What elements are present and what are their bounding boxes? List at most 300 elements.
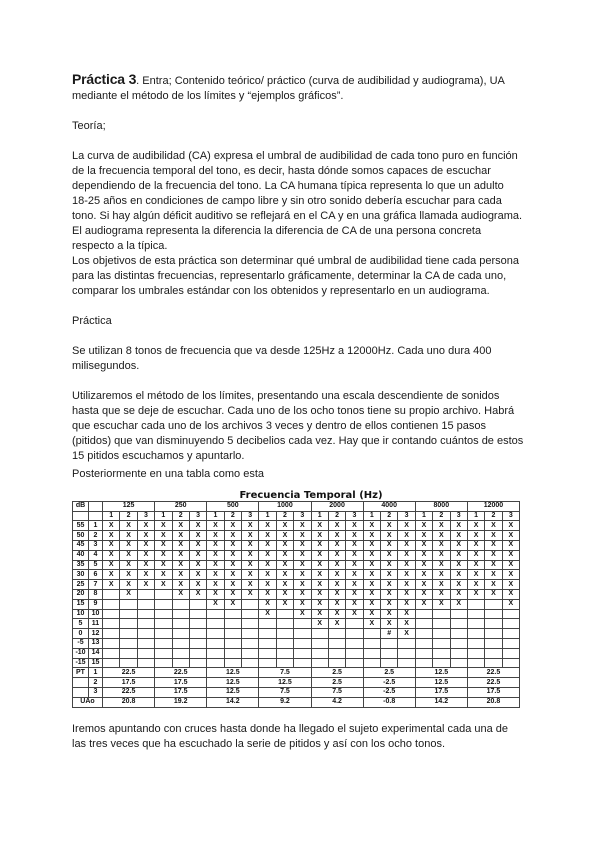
mark-cell: X [398,570,415,580]
mark-cell [415,619,432,629]
mark-cell [467,609,484,619]
mark-cell [242,648,259,658]
mark-cell: X [415,521,432,531]
mark-cell [137,629,154,639]
pt-value: 22.5 [467,668,519,678]
mark-cell: X [207,531,224,541]
db-value: 25 [73,580,89,590]
mark-cell: X [207,580,224,590]
mark-cell: X [346,570,363,580]
mark-cell: X [381,570,398,580]
mark-cell [450,609,467,619]
mark-cell: X [433,589,450,599]
mark-cell: X [276,521,293,531]
mark-cell [207,629,224,639]
mark-cell: X [398,609,415,619]
mark-cell [242,638,259,648]
mark-cell: X [172,531,189,541]
step-number: 15 [89,658,103,668]
mark-cell: X [381,531,398,541]
audiogram-table-figure [72,492,530,712]
pt-value: 17.5 [155,687,207,697]
step-number: 10 [89,609,103,619]
mark-cell: X [485,540,502,550]
ua-label: UAo [73,697,103,707]
mark-cell [155,629,172,639]
mark-cell: X [207,599,224,609]
mark-cell: X [155,550,172,560]
mark-cell: X [398,531,415,541]
mark-cell: X [450,560,467,570]
pt-label [73,687,89,697]
mark-cell [189,619,206,629]
ua-row [73,697,520,707]
mark-cell [294,648,311,658]
audiogram-table [72,492,520,708]
trial-header: 1 [103,511,120,521]
mark-cell [485,609,502,619]
db-value: 20 [73,589,89,599]
mark-cell [398,638,415,648]
mark-cell: X [137,550,154,560]
practice-line: que escuchar cada uno de los archivos 3 veces y dentro de ellos contienen 15 pasos [72,420,486,432]
mark-cell [450,629,467,639]
mark-cell [450,648,467,658]
db-header: dB [73,501,89,511]
mark-cell [502,629,519,639]
theory-line: respecto a la típica. [72,240,168,252]
mark-cell [433,629,450,639]
mark-cell: X [207,589,224,599]
mark-cell: X [276,589,293,599]
mark-cell: X [294,599,311,609]
mark-cell: X [224,599,241,609]
mark-cell [103,619,120,629]
mark-cell: X [276,560,293,570]
mark-cell: X [363,540,380,550]
closing-line: Iremos apuntando con cruces hasta donde ha llegado el sujeto experimental cada una de [72,723,509,735]
mark-cell [224,609,241,619]
mark-cell: X [346,580,363,590]
pt-trial: 1 [89,668,103,678]
mark-cell: X [363,580,380,590]
mark-cell: X [155,531,172,541]
practice-paragraph-1 [72,344,532,374]
mark-cell [276,609,293,619]
mark-cell [155,648,172,658]
mark-cell [242,609,259,619]
mark-cell [415,648,432,658]
mark-cell: X [155,521,172,531]
theory-line: de la frecuencia temporal del tono, es decir, hasta dónde somos capaces de escuchar [72,165,491,177]
table-title: Frecuencia Temporal (Hz) [239,490,383,502]
mark-cell: X [502,599,519,609]
table-row [73,589,520,599]
mark-cell [189,648,206,658]
mark-cell [398,658,415,668]
mark-cell: X [398,560,415,570]
pt-value: 7.5 [259,668,311,678]
step-number: 3 [89,540,103,550]
db-value: 0 [73,629,89,639]
mark-cell [103,648,120,658]
mark-cell [207,648,224,658]
trial-header: 1 [311,511,328,521]
theory-line: El audiograma representa la diferencia la diferencia de CA de una persona concreta [72,225,482,237]
step-number: 9 [89,599,103,609]
mark-cell: X [224,540,241,550]
step-number: 13 [89,638,103,648]
mark-cell: X [398,629,415,639]
mark-cell: X [276,550,293,560]
db-value: -15 [73,658,89,668]
practice-line: Se utilizan 8 tonos de frecuencia que va desde 125Hz a 12000Hz. Cada uno dura 400 [72,345,492,357]
mark-cell: X [103,521,120,531]
mark-cell: X [207,540,224,550]
trial-header: 3 [137,511,154,521]
mark-cell: X [137,540,154,550]
mark-cell: X [189,531,206,541]
mark-cell: X [415,589,432,599]
mark-cell: X [450,550,467,560]
practice-line: (pitidos) que van disminuyendo 5 decibelios cada vez. Hay que ir contando cuántos de estos [72,435,524,447]
ua-value: 14.2 [415,697,467,707]
db-value: 15 [73,599,89,609]
mark-cell: X [346,609,363,619]
mark-cell: X [259,589,276,599]
mark-cell: X [120,580,137,590]
mark-cell: X [485,550,502,560]
mark-cell: X [398,540,415,550]
mark-cell [502,619,519,629]
mark-cell: X [363,531,380,541]
mark-cell: X [485,521,502,531]
table-caption: Posteriormente en una tabla como esta [72,468,265,480]
pt-label: PT [73,668,89,678]
mark-cell: X [346,550,363,560]
trial-header-row [73,511,520,521]
trial-header: 3 [398,511,415,521]
mark-cell: X [398,550,415,560]
mark-cell: X [502,589,519,599]
theory-line: tono. Si hay algún déficit auditivo se reflejará en el CA y en una gráfica llamada audiograma. [72,210,523,222]
ua-value: 14.2 [207,697,259,707]
mark-cell: X [433,560,450,570]
pt-value: 12.5 [207,678,259,688]
mark-cell: X [328,609,345,619]
step-number: 1 [89,521,103,531]
mark-cell: X [363,560,380,570]
mark-cell [207,619,224,629]
mark-cell: X [433,599,450,609]
step-number: 6 [89,570,103,580]
mark-cell: X [381,599,398,609]
db-value: -5 [73,638,89,648]
trial-header: 2 [276,511,293,521]
step-number: 2 [89,531,103,541]
mark-cell: X [137,560,154,570]
mark-cell: X [381,550,398,560]
pt-value: 12.5 [259,678,311,688]
mark-cell [155,599,172,609]
mark-cell: X [224,550,241,560]
mark-cell [137,658,154,668]
mark-cell: X [137,531,154,541]
mark-cell: X [276,599,293,609]
title-line-2: mediante el método de los límites y “ejemplos gráficos”. [72,90,344,102]
mark-cell [137,648,154,658]
mark-cell: X [328,560,345,570]
title-strong: Práctica 3 [72,71,137,87]
mark-cell: X [398,521,415,531]
mark-cell: X [485,580,502,590]
mark-cell [103,589,120,599]
pt-value: 2.5 [311,678,363,688]
mark-cell: X [502,550,519,560]
mark-cell: X [502,521,519,531]
frequency-header: 2000 [311,501,363,511]
mark-cell: X [155,570,172,580]
mark-cell: X [294,540,311,550]
pt-value: 17.5 [467,687,519,697]
step-number: 4 [89,550,103,560]
mark-cell: X [450,521,467,531]
mark-cell: X [328,599,345,609]
mark-cell: X [433,580,450,590]
mark-cell: X [433,570,450,580]
mark-cell [346,648,363,658]
step-number: 5 [89,560,103,570]
pt-value: 17.5 [155,678,207,688]
frequency-header: 12000 [467,501,519,511]
db-value: 55 [73,521,89,531]
mark-cell [467,648,484,658]
mark-cell: X [224,589,241,599]
mark-cell: X [294,580,311,590]
mark-cell: X [259,599,276,609]
mark-cell: X [120,540,137,550]
pt-value: -2.5 [363,678,415,688]
mark-cell [311,638,328,648]
mark-cell: X [363,599,380,609]
mark-cell: X [207,521,224,531]
mark-cell: X [137,580,154,590]
mark-cell: X [415,540,432,550]
mark-cell [346,629,363,639]
mark-cell [294,619,311,629]
mark-cell: X [189,589,206,599]
table-row [73,550,520,560]
mark-cell [172,599,189,609]
trial-header: 1 [415,511,432,521]
mark-cell: X [311,599,328,609]
mark-cell [172,619,189,629]
mark-cell [242,629,259,639]
mark-cell: X [276,531,293,541]
mark-cell [276,619,293,629]
db-value: 10 [73,609,89,619]
mark-cell: X [224,521,241,531]
mark-cell [207,658,224,668]
table-row [73,580,520,590]
table-row [73,521,520,531]
trial-header: 1 [259,511,276,521]
mark-cell [328,658,345,668]
document-body [72,72,532,464]
table-row [73,619,520,629]
mark-cell: X [294,560,311,570]
practice-line: Utilizaremos el método de los límites, presentando una escala descendiente de sonidos [72,390,500,402]
mark-cell: X [207,550,224,560]
mark-cell [189,599,206,609]
blank-cell [73,511,89,521]
mark-cell [294,638,311,648]
step-number: 12 [89,629,103,639]
pt-value: 7.5 [259,687,311,697]
trial-header: 1 [467,511,484,521]
mark-cell: X [346,599,363,609]
mark-cell: X [120,531,137,541]
mark-cell [259,619,276,629]
trial-header: 2 [381,511,398,521]
mark-cell: X [502,540,519,550]
mark-cell: X [259,531,276,541]
mark-cell: X [224,560,241,570]
mark-cell: X [172,570,189,580]
mark-cell [103,658,120,668]
mark-cell [137,609,154,619]
mark-cell [259,658,276,668]
mark-cell: X [328,580,345,590]
mark-cell: X [328,619,345,629]
mark-cell: X [103,580,120,590]
mark-cell: X [189,540,206,550]
mark-cell: X [259,580,276,590]
mark-cell [450,638,467,648]
mark-cell [172,648,189,658]
mark-cell [294,629,311,639]
mark-cell: X [381,589,398,599]
mark-cell [363,629,380,639]
mark-cell [242,619,259,629]
practice-line: 15 pitidos escuchamos y apuntarlo. [72,450,245,462]
mark-cell: X [398,619,415,629]
mark-cell [259,648,276,658]
mark-cell: X [346,560,363,570]
mark-cell [346,638,363,648]
mark-cell [120,629,137,639]
mark-cell: X [363,570,380,580]
mark-cell: X [242,550,259,560]
mark-cell [137,599,154,609]
mark-cell [120,619,137,629]
mark-cell [433,619,450,629]
mark-cell: X [502,580,519,590]
mark-cell: X [189,560,206,570]
mark-cell: X [450,540,467,550]
mark-cell [172,658,189,668]
mark-cell: X [311,521,328,531]
pt-value: 12.5 [415,678,467,688]
mark-cell: X [259,609,276,619]
mark-cell [103,599,120,609]
step-number: 14 [89,648,103,658]
db-value: 5 [73,619,89,629]
mark-cell [311,658,328,668]
mark-cell [120,638,137,648]
mark-cell: X [363,609,380,619]
pt-label [73,678,89,688]
pt-value: 22.5 [103,687,155,697]
title-rest: . Entra; Contenido teórico/ práctico (curva de audibilidad y audiograma), UA [136,75,505,87]
mark-cell: X [224,531,241,541]
mark-cell: X [450,589,467,599]
mark-cell: X [242,540,259,550]
mark-cell [450,619,467,629]
pt-row [73,678,520,688]
mark-cell: X [189,580,206,590]
mark-cell [485,638,502,648]
theory-line: para las distintas frecuencias, representarlo gráficamente, determinar la CA de cada uno, [72,270,507,282]
mark-cell [137,589,154,599]
practice-line: milisegundos. [72,360,140,372]
mark-cell: X [172,580,189,590]
mark-cell: X [172,560,189,570]
mark-cell: X [346,521,363,531]
trial-header: 3 [189,511,206,521]
mark-cell: X [433,521,450,531]
mark-cell: X [155,560,172,570]
mark-cell: X [120,560,137,570]
mark-cell [207,638,224,648]
trial-header: 1 [363,511,380,521]
practice-paragraph-2 [72,389,532,464]
mark-cell: X [433,531,450,541]
pt-trial: 2 [89,678,103,688]
pt-trial: 3 [89,687,103,697]
mark-cell: X [103,570,120,580]
mark-cell [433,658,450,668]
mark-cell [224,648,241,658]
mark-cell: X [172,550,189,560]
table-row [73,560,520,570]
mark-cell [485,599,502,609]
trial-header: 2 [120,511,137,521]
trial-header: 2 [485,511,502,521]
mark-cell [155,638,172,648]
frequency-header: 1000 [259,501,311,511]
mark-cell: # [381,629,398,639]
trial-header: 2 [328,511,345,521]
pt-value: 12.5 [207,668,259,678]
trial-header: 3 [242,511,259,521]
mark-cell [485,648,502,658]
mark-cell: X [381,580,398,590]
mark-cell: X [398,580,415,590]
mark-cell [381,638,398,648]
db-value: 45 [73,540,89,550]
mark-cell: X [242,560,259,570]
mark-cell [415,609,432,619]
mark-cell [467,619,484,629]
mark-cell [120,658,137,668]
table-row [73,609,520,619]
trial-header: 3 [294,511,311,521]
mark-cell: X [103,560,120,570]
mark-cell: X [433,550,450,560]
mark-cell: X [381,540,398,550]
mark-cell [224,629,241,639]
